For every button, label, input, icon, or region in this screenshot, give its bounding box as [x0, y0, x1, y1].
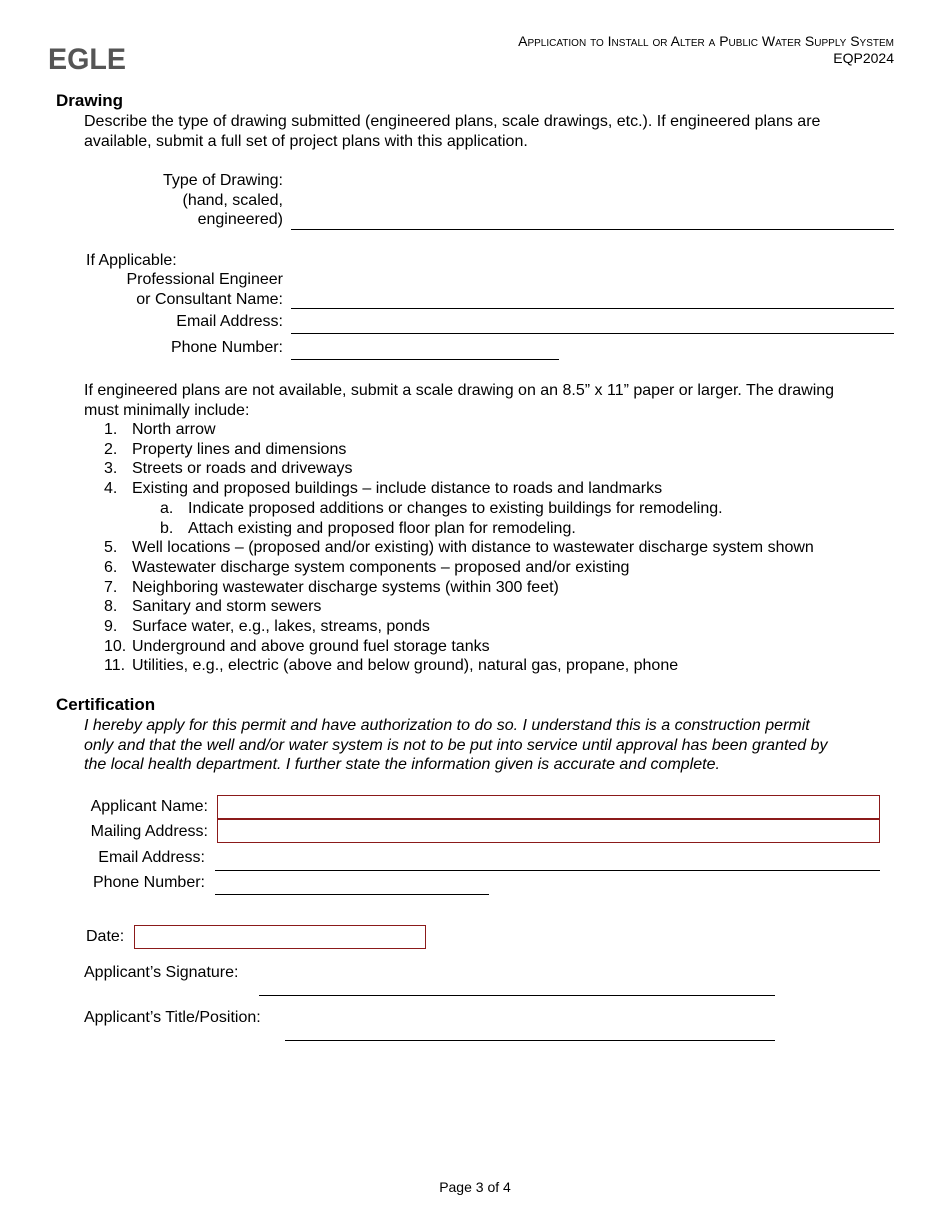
- mailing-address-label: Mailing Address:: [90, 823, 208, 840]
- applicant-phone-field[interactable]: [215, 894, 489, 895]
- page-number: Page 3 of 4: [439, 1179, 511, 1195]
- list-item: 4. Existing and proposed buildings – include distance to roads and landmarks: [104, 480, 663, 498]
- date-label: Date:: [86, 928, 125, 945]
- list-item: 3. Streets or roads and driveways: [104, 460, 353, 478]
- applicant-name-field[interactable]: [217, 795, 880, 819]
- drawing-requirements-list: [104, 420, 814, 676]
- list-item: 8. Sanitary and storm sewers: [104, 598, 322, 616]
- engineer-phone-label: Phone Number:: [170, 339, 283, 356]
- if-applicable-label: If Applicable:: [86, 252, 177, 269]
- signature-field[interactable]: [259, 995, 775, 996]
- form-code: EQP2024: [833, 50, 894, 66]
- list-item: 1. North arrow: [104, 421, 216, 438]
- mailing-address-field[interactable]: [217, 819, 880, 843]
- title-position-label: Applicant’s Title/Position:: [84, 1009, 261, 1026]
- applicant-email-label: Email Address:: [98, 849, 205, 866]
- list-item: 7. Neighboring wastewater discharge systems (within 300 feet): [104, 578, 559, 596]
- engineer-name-field[interactable]: [291, 308, 894, 309]
- certification-statement: I hereby apply for this permit and have authorization to do so. I understand this is a construction permit only and that the well and/or water system is not to be put into service until approval has been granted by the local health department. I further state the information given is accurate and complete.: [84, 717, 828, 774]
- applicant-name-label: Applicant Name:: [90, 798, 208, 815]
- scale-drawing-note: If engineered plans are not available, submit a scale drawing on an 8.5” x 11” paper or larger. The drawing must minimally include:: [84, 382, 835, 419]
- title-position-field[interactable]: [285, 1040, 775, 1041]
- type-of-drawing-field[interactable]: [291, 229, 894, 230]
- list-item: 9. Surface water, e.g., lakes, streams, ponds: [104, 618, 430, 636]
- list-item: 11. Utilities, e.g., electric (above and below ground), natural gas, propane, phone: [104, 657, 679, 675]
- applicant-email-field[interactable]: [215, 870, 880, 871]
- sub-list-item: b. Attach existing and proposed floor plan for remodeling.: [160, 519, 576, 537]
- engineer-name-label: Professional Engineer or Consultant Name:: [126, 271, 283, 308]
- engineer-email-field[interactable]: [291, 333, 894, 334]
- certification-section-title: Certification: [56, 695, 156, 714]
- sub-list-item: a. Indicate proposed additions or changes to existing buildings for remodeling.: [160, 499, 723, 517]
- list-item: 2. Property lines and dimensions: [104, 440, 347, 458]
- svg-text:EGLE: EGLE: [48, 44, 126, 72]
- list-item: 10. Underground and above ground fuel storage tanks: [104, 637, 490, 655]
- drawing-intro: Describe the type of drawing submitted (engineered plans, scale drawings, etc.). If engineered plans are available, submit a full set of project plans with this application.: [84, 113, 821, 150]
- type-of-drawing-label: Type of Drawing: (hand, scaled, engineered): [162, 172, 283, 229]
- date-field[interactable]: [134, 925, 426, 949]
- applicant-phone-label: Phone Number:: [92, 874, 205, 891]
- engineer-email-label: Email Address:: [176, 313, 283, 330]
- egle-logo: [48, 44, 128, 72]
- list-item: 5. Well locations – (proposed and/or existing) with distance to wastewater discharge system shown: [104, 539, 814, 557]
- list-item: 6. Wastewater discharge system components – proposed and/or existing: [104, 558, 630, 576]
- signature-label: Applicant’s Signature:: [84, 964, 239, 981]
- form-title: Application to Install or Alter a Public Water Supply System: [518, 33, 894, 49]
- engineer-phone-field[interactable]: [291, 359, 559, 360]
- drawing-section-title: Drawing: [56, 91, 124, 110]
